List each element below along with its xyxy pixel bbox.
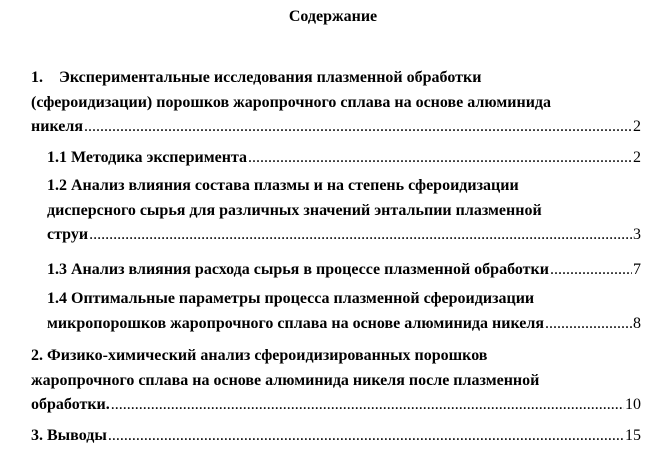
dot-leader: [550, 258, 632, 283]
toc-page-number: 10: [625, 396, 641, 414]
toc-last-line: [47, 258, 641, 283]
toc-entry-1[interactable]: [31, 66, 641, 140]
dot-leader: [84, 115, 632, 140]
toc-entry-2[interactable]: [31, 344, 641, 418]
toc-entry-1-4[interactable]: [47, 287, 641, 336]
toc-last-line: [31, 424, 641, 449]
toc-text: 1.3 Анализ влияния расхода сырья в процессе плазменной обработки: [47, 261, 549, 278]
dot-leader: [545, 312, 632, 337]
toc-page-number: 2: [633, 118, 641, 136]
toc-entry-1-2[interactable]: [47, 174, 641, 248]
toc-text: 3. Выводы: [31, 427, 107, 444]
toc-line: 2. Физико-химический анализ сфероидизированных порошков: [31, 347, 488, 364]
toc-page-number: 3: [633, 226, 641, 244]
toc-text: 1.1 Методика эксперимента: [47, 149, 248, 166]
toc-line: [31, 66, 641, 91]
toc-page-number: 15: [625, 427, 641, 444]
toc-text: Экспериментальные исследования плазменной обработки: [59, 69, 482, 86]
dot-leader: [248, 146, 632, 171]
dot-leader: [108, 424, 624, 449]
toc-last-line: [31, 393, 641, 418]
toc-last-line: [47, 146, 641, 171]
toc-last-line: [47, 312, 641, 337]
toc-line: (сфероидизации) порошков жаропрочного сплава на основе алюминида: [31, 93, 552, 111]
toc-text: микропорошков жаропрочного сплава на основе алюминида никеля: [47, 314, 545, 332]
toc-entry-1-1[interactable]: [47, 146, 641, 171]
toc-line: 1.2 Анализ влияния состава плазмы и на степень сфероидизации: [47, 177, 519, 194]
toc-number: 1.: [31, 69, 43, 86]
dot-leader: [111, 393, 624, 418]
toc-entry-1-3[interactable]: [47, 258, 641, 283]
toc-last-line: [47, 223, 641, 248]
toc-page-number: 8: [633, 314, 641, 332]
toc-line: 1.4 Оптимальные параметры процесса плазменной сфероидизации: [47, 290, 535, 307]
toc-text: обработки.: [31, 396, 110, 414]
toc-last-line: [31, 115, 641, 140]
page-title: Содержание: [288, 8, 378, 25]
dot-leader: [89, 223, 632, 248]
toc-page-number: 2: [633, 149, 641, 166]
toc-line: жаропрочного сплава на основе алюминида никеля после плазменной: [31, 371, 540, 389]
toc-page-number: 7: [633, 261, 641, 278]
toc-text: струи: [47, 226, 89, 244]
toc-line: дисперсного сырья для различных значений энтальпии плазменной: [47, 201, 542, 219]
toc-text: никеля: [31, 118, 83, 136]
toc-entry-3[interactable]: [31, 424, 641, 449]
